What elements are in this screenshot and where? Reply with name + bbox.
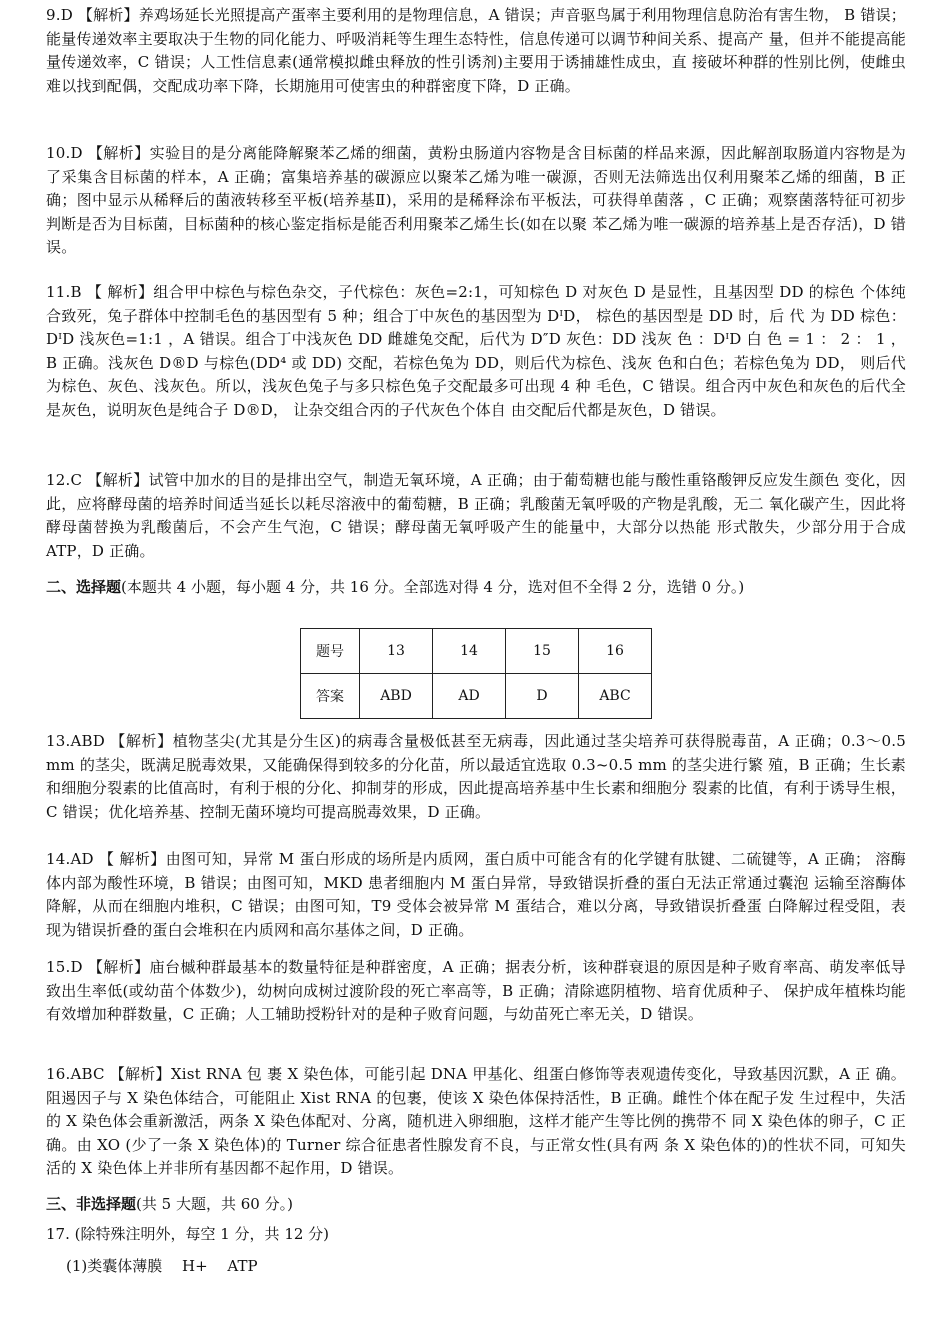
table-header-number: 题号 [301,629,360,674]
table-cell-number: 16 [579,629,652,674]
table-row-answers [301,674,652,719]
table-cell-number: 14 [433,629,506,674]
explanation-q10: 10.D 【解析】实验目的是分离能降解聚苯乙烯的细菌，黄粉虫肠道内容物是含目标菌的样品来源，因此解剖取肠道内容物是为了采集含目标菌的样本，A 正确；富集培养基的碳源应以聚苯乙烯为唯一碳源，否则无法筛选出仅利用聚苯乙烯的细菌，B 正确；图中显示从稀释后的菌液转移至平板(培养基Ⅱ)，采用的是稀释涂布平板法，可获得单菌落 ，C 正确；观察菌落特征可初步判断是否为目标菌，目标菌种的核心鉴定指标是能否利用聚苯乙烯生长(如在以聚 苯乙烯为唯一碳源的培养基上是否存活)，D 错误。 [46,144,906,256]
explanation-q14: 14.AD 【 解析】由图可知，异常 M 蛋白形成的场所是内质网，蛋白质中可能含有的化学键有肽键、二硫键等，A 正确； 溶酶体内部为酸性环境，B 错误；由图可知，MKD 患者细胞内 M 蛋白异常，导致错误折叠的蛋白无法正常通过囊泡 运输至溶酶体降解，从而在细胞内堆积，C 错误；由图可知，T9 受体会被异常 M 蛋结合，难以分离，导致错误折叠蛋 白降解过程受阻，表现为错误折叠的蛋白会堆积在内质网和高尔基体之间，D 正确。 [46,850,906,939]
question-17-part-1: (1)类囊体薄膜 H+ ATP [66,1257,258,1275]
explanation-q9: 9.D 【解析】养鸡场延长光照提高产蛋率主要利用的是物理信息，A 错误；声音驱鸟属于利用物理信息防治有害生物， B 错误；能量传递效率主要取决于生物的同化能力、呼吸消耗等生理生态特性，信息传递可以调节种间关系、提高产 量，但并不能提高能量传递效率，C 错误；人工性信息素(通常模拟雌虫释放的性引诱剂)主要用于诱捕雄性成虫，直 接破坏种群的性别比例，使雌虫难以找到配偶，交配成功率下降，长期施用可使害虫的种群密度下降，D 正确。 [46,6,906,95]
section-2-heading [46,575,906,599]
question-17-heading: 17. (除特殊注明外，每空 1 分，共 12 分) [46,1225,330,1243]
section-2-label: 二、选择题 [46,578,122,596]
explanation-q15: 15.D 【解析】庙台槭种群最基本的数量特征是种群密度，A 正确；据表分析，该种群衰退的原因是种子败育率高、萌发率低导致出生率低(或幼苗个体数少)，幼树向成树过渡阶段的死亡率高等，B 正确；清除遮阴植物、培育优质种子、 保护成年植株均能有效增加种群数量，C 正确；人工辅助授粉针对的是种子败育问题，与幼苗死亡率无关，D 错误。 [46,958,906,1023]
table-row-numbers [301,629,652,674]
section-3-label: 三、非选择题 [46,1195,137,1213]
table-cell-answer: ABD [360,674,433,719]
table-cell-number: 15 [506,629,579,674]
section-3-description: (共 5 大题，共 60 分。) [136,1195,293,1213]
table-cell-answer: ABC [579,674,652,719]
section-3-heading [46,1192,906,1216]
table-header-answer: 答案 [301,674,360,719]
explanation-q11: 11.B 【 解析】组合甲中棕色与棕色杂交，子代棕色：灰色=2:1，可知棕色 D 对灰色 D 是显性，且基因型 DD 的棕色 个体纯合致死，兔子群体中控制毛色的基因型有 5 种；组合丁中灰色的基因型为 DᴵD， 棕色的基因型是 DD 时，后 代 为 DD 棕色：DᴵD 浅灰色=1:1 ，A 错误。组合丁中浅灰色 DD 雌雄兔交配，后代为 D″D 灰色：DD 浅灰 色 ：DᴵD 白 色 = 1 ： 2 ： 1 ，B 正确。浅灰色 D®D 与棕色(DD⁴ 或 DD) 交配，若棕色兔为 DD，则后代为棕色、浅灰 色和白色；若棕色兔为 DD， 则后代为棕色、灰色、浅灰色。所以，浅灰色兔子与多只棕色兔子交配最多可出现 4 种 毛色，C 错误。组合丙中灰色和灰色的后代全是灰色，说明灰色是纯合子 D®D， 让杂交组合丙的子代灰色个体自 由交配后代都是灰色，D 错误。 [46,283,906,419]
explanation-q12: 12.C 【解析】试管中加水的目的是排出空气，制造无氧环境，A 正确；由于葡萄糖也能与酸性重铬酸钾反应发生颜色 变化，因此，应将酵母菌的培养时间适当延长以耗尽溶液中的葡萄糖，B 正确；乳酸菌无氧呼吸的产物是乳酸，无二 氧化碳产生，因此将酵母菌替换为乳酸菌后，不会产生气泡，C 错误；酵母菌无氧呼吸产生的能量中，大部分以热能 形式散失，少部分用于合成 ATP，D 正确。 [46,471,906,560]
explanation-q16: 16.ABC 【解析】Xist RNA 包 裹 X 染色体，可能引起 DNA 甲基化、组蛋白修饰等表观遗传变化，导致基因沉默，A 正 确。阻遏因子与 X 染色体结合，可能阻止 Xist RNA 的包裹，使该 X 染色体保持活性，B 正确。雌性个体在配子发 生过程中，失活的 X 染色体会重新激活，两条 X 染色体配对、分离，随机进入卵细胞，这样才能产生等比例的携带不 同 X 染色体的卵子，C 正确。由 XO (少了一条 X 染色体)的 Turner 综合征患者性腺发育不良，与正常女性(具有两 条 X 染色体的)的性状不同，可知失活的 X 染色体上并非所有基因都不起作用，D 错误。 [46,1065,906,1177]
table-cell-answer: D [506,674,579,719]
section-2-description: (本题共 4 小题，每小题 4 分，共 16 分。全部选对得 4 分，选对但不全得 2 分，选错 0 分。) [121,578,745,596]
answer-table [300,628,652,719]
explanation-q13: 13.ABD 【解析】植物茎尖(尤其是分生区)的病毒含量极低甚至无病毒，因此通过茎尖培养可获得脱毒苗，A 正确；0.3～0.5 mm 的茎尖，既满足脱毒效果，又能确保得到较多的分化苗，所以最适宜选取 0.3~0.5 mm 的茎尖进行繁 殖，B 正确；生长素和细胞分裂素的比值高时，有利于根的分化、抑制芽的形成，因此提高培养基中生长素和细胞分 裂素的比值，有利于诱导生根，C 错误；优化培养基、控制无菌环境均可提高脱毒效果，D 正确。 [46,732,906,821]
table-cell-answer: AD [433,674,506,719]
table-cell-number: 13 [360,629,433,674]
